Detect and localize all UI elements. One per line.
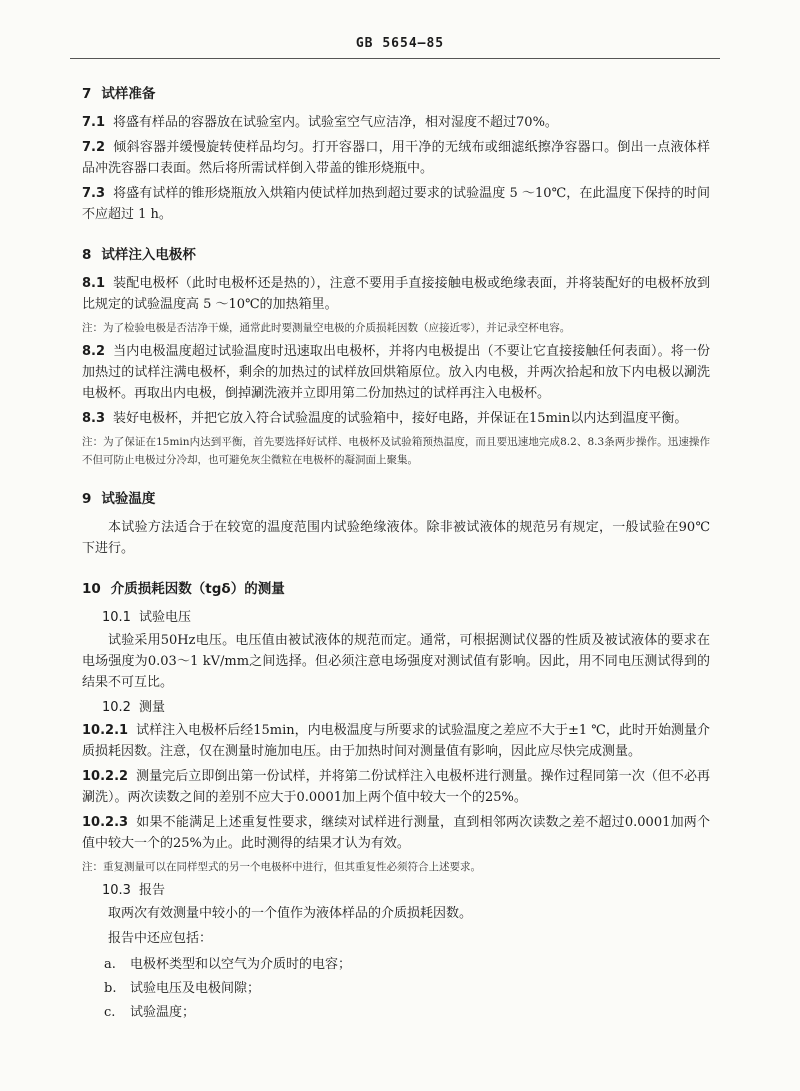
- clause-text: 装好电极杯，并把它放入符合试验温度的试验箱中，接好电路，并保证在15min以内达到温度平衡。: [113, 411, 688, 426]
- subsection-10-1-heading: [102, 607, 710, 628]
- section-10-heading: [82, 577, 710, 597]
- clause-text: 倾斜容器并缓慢旋转使样品均匀。打开容器口，用干净的无绒布或细滤纸擦净容器口。倒出一点液体样品冲洗容器口表面。然后将所需试样倒入带盖的锥形烧瓶中。: [82, 140, 710, 176]
- subsection-title: 报告: [138, 883, 165, 898]
- section-number: 9: [82, 491, 92, 507]
- note-8-1: 注：为了检验电极是否洁净干燥，通常此时要测量空电极的介质损耗因数（应接近零），并记录空杯电容。: [82, 322, 571, 334]
- subsection-number: 10.2: [102, 700, 131, 715]
- standard-header: GB 5654—85: [355, 36, 445, 51]
- report-items-list: [104, 953, 710, 1025]
- list-marker: b.: [104, 981, 117, 996]
- report-text-2: 报告中还应包括：: [108, 931, 213, 946]
- clause-text: 测量完后立即倒出第一份试样，并将第二份试样注入电极杯进行测量。操作过程同第一次（但不必再涮洗）。两次读数之间的差别不应大于0.0001加上两个值中较大一个的25%。: [82, 769, 710, 805]
- subsection-10-3-heading: [102, 880, 710, 901]
- subsection-title: 测量: [138, 700, 165, 715]
- clause-9-text: 本试验方法适合于在较宽的温度范围内试验绝缘液体。除非被试液体的规范另有规定，一般试验在90℃下进行。: [82, 520, 710, 556]
- clause-number: 7.2: [82, 140, 106, 155]
- clause-number: 7.1: [82, 115, 106, 130]
- clause-7-3: [82, 183, 710, 225]
- list-item: [104, 977, 710, 1001]
- clause-10-1-text: 试验采用50Hz电压。电压值由被试液体的规范而定。通常，可根据测试仪器的性质及被试液体的要求在电场强度为0.03～1 kV/mm之间选择。但必须注意电场强度对测试值有影响。因此，用不同电压测试得到的结果不可互比。: [82, 633, 710, 690]
- clause-text: 将盛有试样的锥形烧瓶放入烘箱内使试样加热到超过要求的试验温度 5 ～10℃，在此温度下保持的时间不应超过 1 h。: [82, 186, 710, 222]
- clause-number: 10.2.1: [82, 723, 129, 738]
- report-text-1: 取两次有效测量中较小的一个值作为液体样品的介质损耗因数。: [108, 906, 473, 921]
- section-number: 8: [82, 247, 92, 263]
- list-item-text: 试验电压及电极间隙；: [130, 981, 261, 996]
- clause-number: 8.2: [82, 344, 106, 359]
- list-item: [104, 953, 710, 977]
- clause-10-2-2: [82, 766, 710, 808]
- note-8-3: 注：为了保证在15min内达到平衡，首先要选择好试样、电极杯及试验箱预热温度，而且要迅速地完成8.2、8.3条两步操作。迅速操作不但可防止电极过分冷却，也可避免灰尘微粒在电极杯的凝洞面上聚集。: [82, 436, 710, 466]
- header-rule: [70, 58, 720, 59]
- section-number: 10: [82, 581, 101, 597]
- clause-text: 将盛有样品的容器放在试验室内。试验室空气应洁净，相对湿度不超过70%。: [113, 115, 558, 130]
- section-number: 7: [82, 86, 92, 102]
- subsection-number: 10.1: [102, 610, 131, 625]
- clause-number: 7.3: [82, 186, 106, 201]
- clause-8-1: [82, 273, 710, 315]
- clause-text: 试样注入电极杯后经15min，内电极温度与所要求的试验温度之差应不大于±1 ℃，此时开始测量介质损耗因数。注意，仅在测量时施加电压。由于加热时间对测量值有影响，因此应尽快完成测量。: [82, 723, 710, 759]
- clause-10-2-1: [82, 720, 710, 762]
- list-marker: c.: [104, 1005, 116, 1020]
- clause-8-2: [82, 341, 710, 404]
- section-7-heading: [82, 82, 710, 102]
- clause-7-2: [82, 137, 710, 179]
- section-9-heading: [82, 487, 710, 507]
- clause-number: 10.2.2: [82, 769, 129, 784]
- section-title: 试样注入电极杯: [101, 247, 196, 263]
- list-marker: a.: [104, 957, 116, 972]
- document-body: [82, 82, 710, 1025]
- clause-text: 如果不能满足上述重复性要求，继续对试样进行测量，直到相邻两次读数之差不超过0.0001加两个值中较大一个的25%为止。此时测得的结果才认为有效。: [82, 815, 710, 851]
- clause-10-2-3: [82, 812, 710, 854]
- note-10-2: 注：重复测量可以在同样型式的另一个电极杯中进行，但其重复性必须符合上述要求。: [82, 861, 481, 873]
- clause-8-3: [82, 408, 710, 429]
- clause-number: 10.2.3: [82, 815, 129, 830]
- list-item: [104, 1001, 710, 1025]
- clause-number: 8.3: [82, 411, 106, 426]
- subsection-number: 10.3: [102, 883, 131, 898]
- subsection-title: 试验电压: [138, 610, 191, 625]
- subsection-10-2-heading: [102, 697, 710, 718]
- clause-text: 装配电极杯（此时电极杯还是热的），注意不要用手直接接触电极或绝缘表面，并将装配好的电极杯放到比规定的试验温度高 5 ～10℃的加热箱里。: [82, 276, 710, 312]
- clause-number: 8.1: [82, 276, 106, 291]
- section-title: 试验温度: [101, 491, 156, 507]
- list-item-text: 试验温度；: [130, 1005, 196, 1020]
- section-title: 试样准备: [101, 86, 156, 102]
- clause-text: 当内电极温度超过试验温度时迅速取出电极杯，并将内电极提出（不要让它直接接触任何表面）。将一份加热过的试样注满电极杯，剩余的加热过的试样放回烘箱原位。放入内电极，并两次拾起和放下内电极以涮洗电极杯。再取出内电极，倒掉涮洗液并立即用第二份加热过的试样再注入电极杯。: [82, 344, 710, 401]
- section-8-heading: [82, 243, 710, 263]
- section-title: 介质损耗因数（tgδ）的测量: [110, 581, 285, 597]
- clause-7-1: [82, 112, 710, 133]
- list-item-text: 电极杯类型和以空气为介质时的电容；: [130, 957, 352, 972]
